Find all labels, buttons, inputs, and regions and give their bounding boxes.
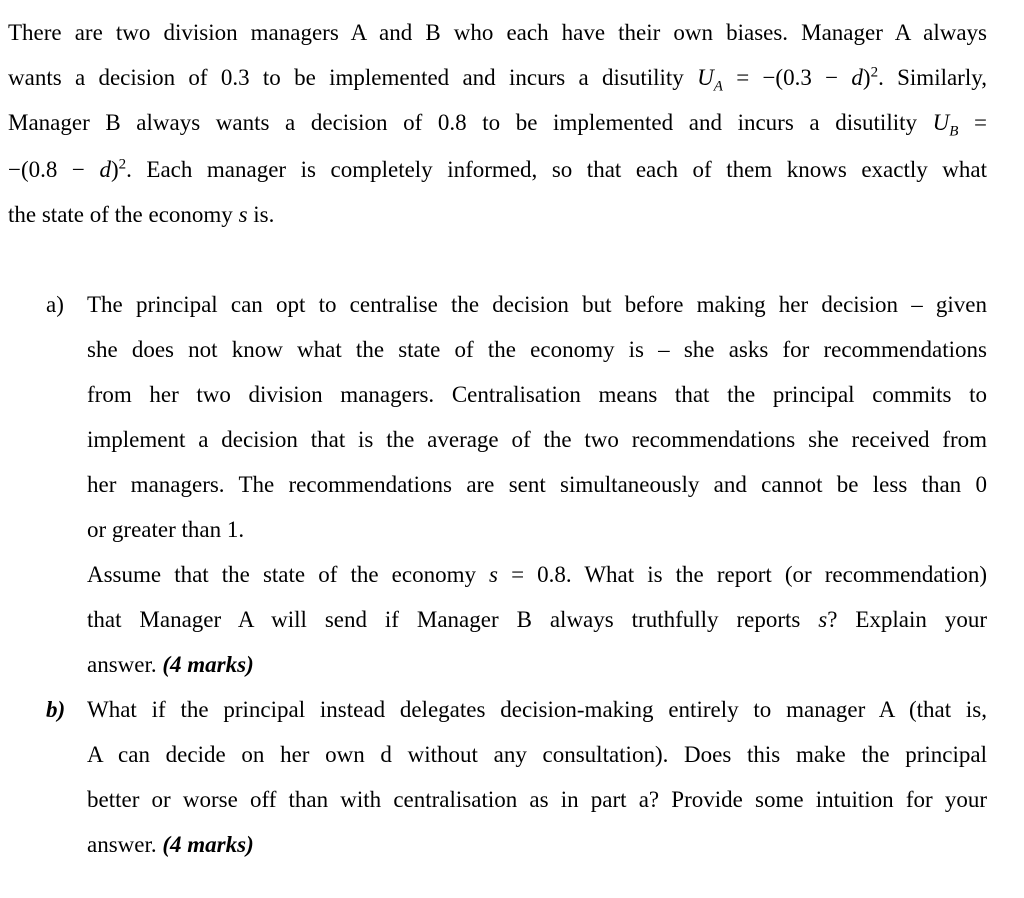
- part-b-line-2: A can decide on her own d without any consultation). Does this make the principal: [87, 742, 987, 767]
- part-a-label: a): [46, 292, 64, 317]
- part-b-line-1: What if the principal instead delegates decision-making entirely to manager A (that is,: [87, 697, 987, 722]
- part-a-line-6: or greater than 1.: [87, 517, 245, 542]
- intro-line-1: There are two division managers A and B who each have their own biases. Manager A always: [8, 20, 987, 45]
- part-a-line-7: Assume that the state of the economy s = 0.8. What is the report (or recommendation): [87, 562, 987, 587]
- part-a-line-5: her managers. The recommendations are sent simultaneously and cannot be less than 0: [87, 472, 987, 497]
- intro-line-3: Manager B always wants a decision of 0.8 to be implemented and incurs a disutility $U_B$ =: [8, 110, 987, 140]
- part-a-line-8: that Manager A will send if Manager B always truthfully reports s? Explain your: [87, 607, 987, 632]
- part-b-line-4: answer. (4 marks): [87, 832, 254, 857]
- part-a-line-2: she does not know what the state of the economy is – she asks for recommendations: [87, 337, 987, 362]
- intro-line-2: wants a decision of 0.3 to be implemented and incurs a disutility $U_A = -(0.3 - d)^2$. Similarly,: [8, 64, 987, 95]
- part-a-line-4: implement a decision that is the average of the two recommendations she received from: [87, 427, 987, 452]
- intro-line-5: the state of the economy s is.: [8, 202, 275, 227]
- part-a-line-9: answer. (4 marks): [87, 652, 254, 677]
- part-b-marks: (4 marks): [162, 832, 254, 857]
- part-a-line-1: The principal can opt to centralise the decision but before making her decision – given: [87, 292, 987, 317]
- intro-line-4: $-(0.8 - d)^2$. Each manager is completely informed, so that each of them knows exactly what: [8, 156, 987, 182]
- part-b-line-3: better or worse off than with centralisation as in part a? Provide some intuition for your: [87, 787, 987, 812]
- part-a-marks: (4 marks): [162, 652, 254, 677]
- part-b-label: b): [46, 697, 66, 722]
- part-a-line-3: from her two division managers. Centralisation means that the principal commits to: [87, 382, 987, 407]
